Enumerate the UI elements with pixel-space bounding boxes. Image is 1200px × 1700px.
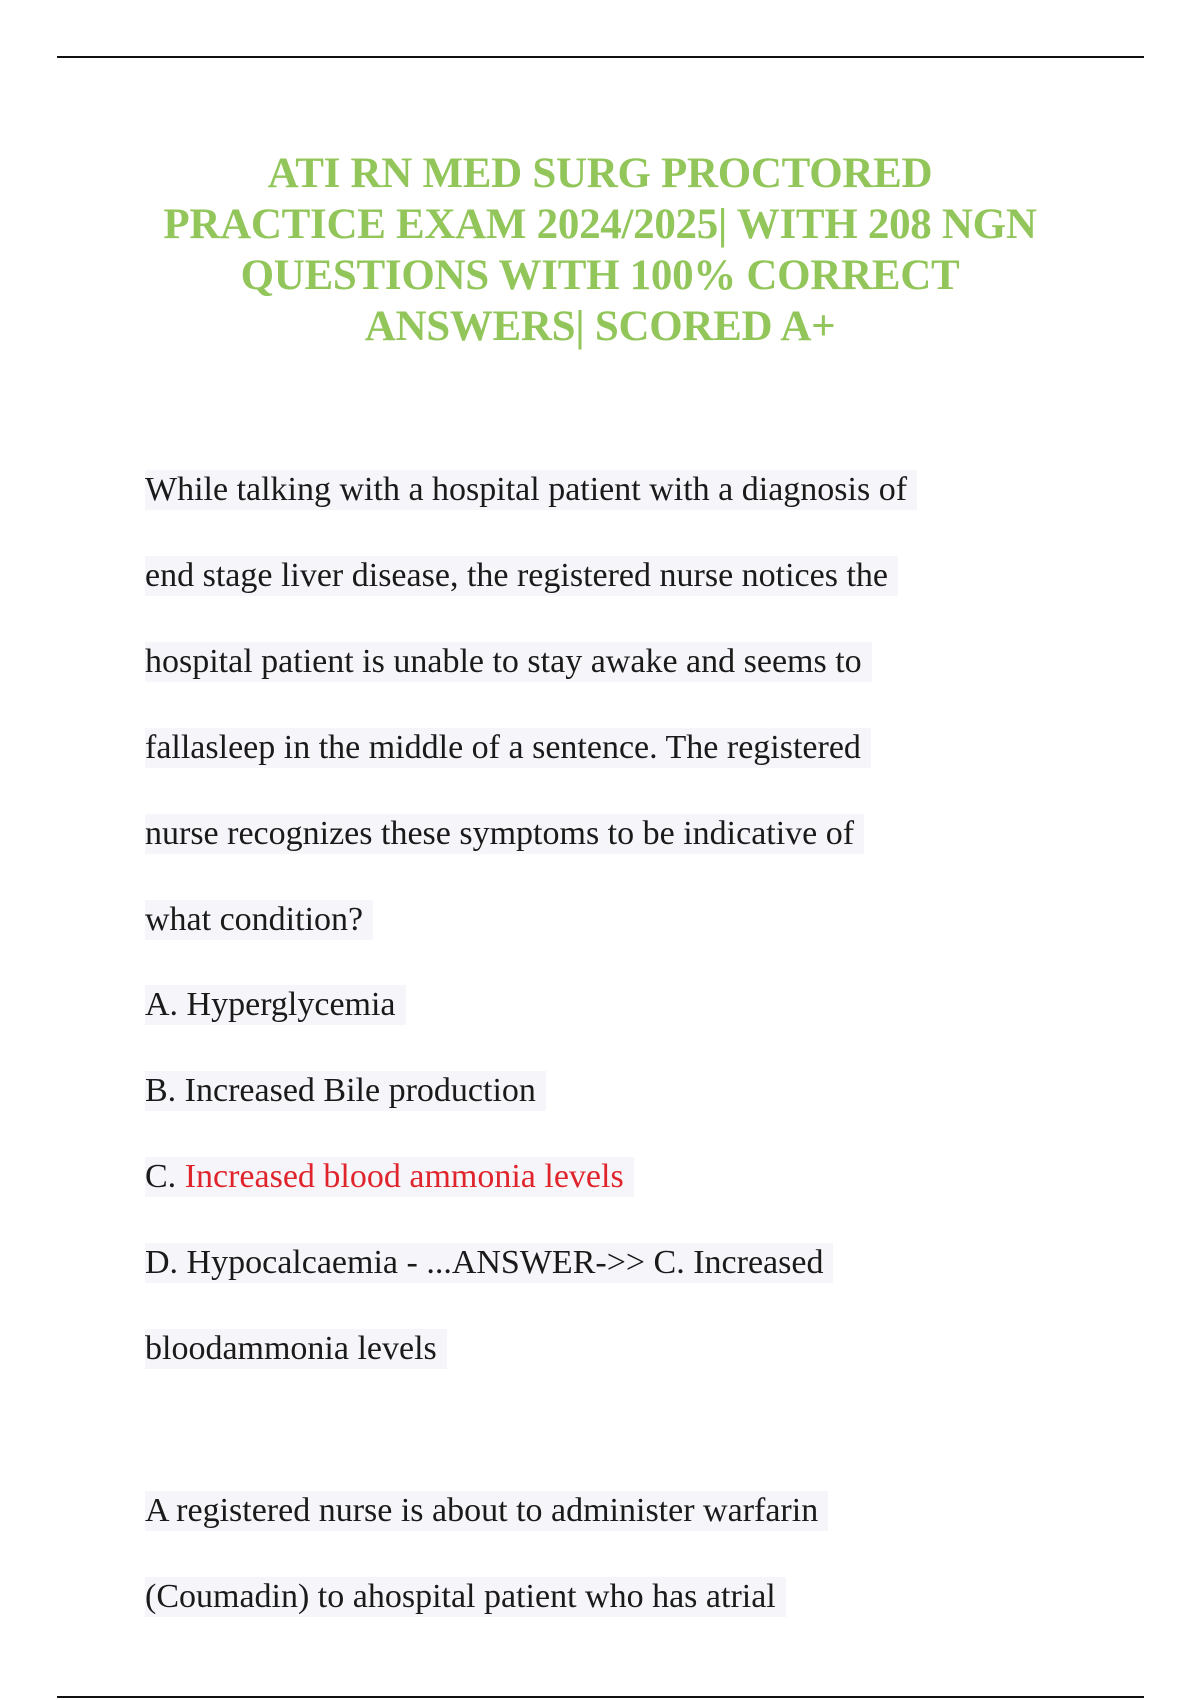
- top-rule: [57, 56, 1144, 58]
- correct-answer-highlight: Increased blood ammonia levels: [184, 1158, 624, 1195]
- answer-continuation: bloodammonia levels: [145, 1329, 447, 1369]
- option-c-prefix: C.: [145, 1158, 185, 1195]
- title-line-3: QUESTIONS WITH 100% CORRECT: [240, 252, 960, 299]
- title-line-4: ANSWERS| SCORED A+: [364, 303, 836, 350]
- question-1-stem-line-5: nurse recognizes these symptoms to be indicative of: [145, 814, 864, 854]
- option-d-with-answer: D. Hypocalcaemia - ...ANSWER->> C. Increased: [145, 1243, 833, 1283]
- option-c: [145, 1157, 634, 1197]
- title-line-2: PRACTICE EXAM 2024/2025| WITH 208 NGN: [163, 201, 1037, 248]
- option-a: A. Hyperglycemia: [145, 985, 406, 1025]
- title-line-1: ATI RN MED SURG PROCTORED: [267, 150, 933, 197]
- question-2-stem-line-2: (Coumadin) to ahospital patient who has atrial: [145, 1577, 786, 1617]
- question-1-stem-line-3: hospital patient is unable to stay awake and seems to: [145, 642, 872, 682]
- bottom-rule: [57, 1696, 1144, 1698]
- question-2-stem-line-1: A registered nurse is about to administer warfarin: [145, 1491, 828, 1531]
- question-1-stem-line-6: what condition?: [145, 900, 373, 940]
- question-1-stem-line-2: end stage liver disease, the registered nurse notices the: [145, 556, 898, 596]
- question-1-stem-line-1: While talking with a hospital patient with a diagnosis of: [145, 470, 917, 510]
- document-title: [100, 148, 1100, 352]
- question-1-stem-line-4: fallasleep in the middle of a sentence. The registered: [145, 728, 871, 768]
- option-b: B. Increased Bile production: [145, 1071, 546, 1111]
